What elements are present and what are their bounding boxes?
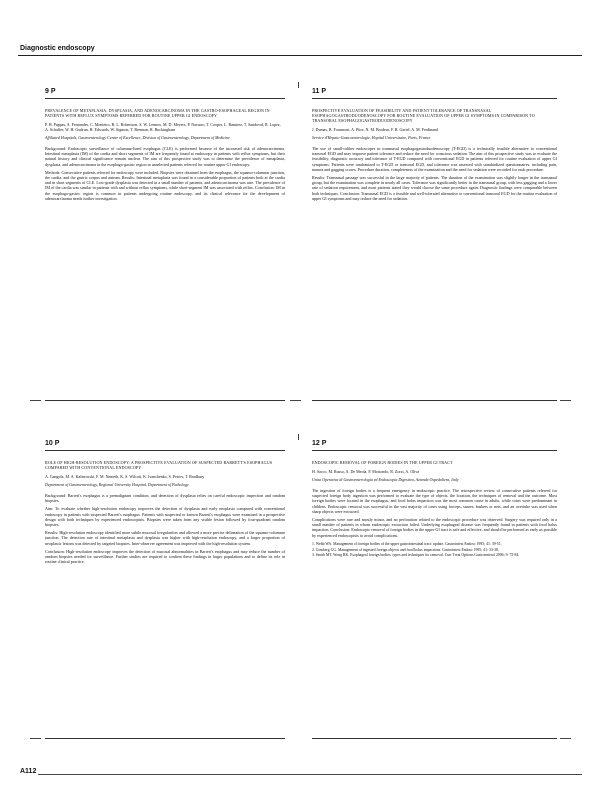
reference-item: 3. Smith MT, Wong RK. Esophageal foreign bodies: types and techniques for removal. Curr Treat Options Gastroenterol 2006; 9: 75-84. — [312, 553, 520, 558]
separator-rule — [312, 400, 557, 401]
abstract-10p — [45, 440, 285, 718]
crop-mark — [560, 738, 571, 739]
abstract-paragraph: Conclusion: High-resolution endoscopy improves the detection of mucosal abnormalities in Barrett's esophagus and may reduce the number of random biopsies needed for surveillance. Further studies are required to confirm these findings in larger populations and to define its role in routine clinical practice. — [45, 548, 285, 565]
abstract-11p — [312, 88, 557, 373]
crop-mark — [30, 400, 41, 401]
crop-mark — [30, 738, 41, 739]
abstract-title: PROSPECTIVE EVALUATION OF FEASIBILITY AND PATIENT TOLERANCE OF TRANSNASAL ESOPHAGOGASTRODUODENOSCOPY FOR ROUTINE EVALUATION OF UPPER GI SYMPTOMS IN COMPARISON TO TRANSORAL ESOPHAGOGASTRODUODENOSCOPY — [312, 108, 535, 123]
abstract-9p — [45, 88, 285, 373]
separator-rule — [45, 738, 285, 739]
reference-item: 1. Webb WA. Management of foreign bodies of the upper gastrointestinal tract: update. Gastrointest Endosc 1995; 41: 39-51. — [312, 541, 502, 546]
crop-mark — [298, 434, 299, 440]
section-header: Diagnostic endoscopy — [20, 45, 95, 52]
abstract-paragraph: The use of small-caliber endoscopes in transnasal esophagogastroduodenoscopy (T-EGD) is a technically feasible alternative to conventional transoral EGD and may improve patient tolerance and reduce the need for conscious sedation. The aim of this prospective study was to evaluate the feasibility, diagnostic accuracy and tolerance of T-EGD compared with conventional EGD in patients referred for routine evaluation of upper GI symptoms. Patients were randomized to T-EGD or transoral EGD, and tolerance was assessed with standardized questionnaires, including pain, nausea and gagging scores. Procedure duration, completeness of the examination and the need for sedation were recorded for each procedure. — [312, 146, 557, 172]
abstract-affiliation: Affiliated Hospitals, Gastroenterology Center of Excellence, Division of Gastroenterology, Department of Medicine — [45, 135, 230, 140]
abstract-paragraph: The ingestion of foreign bodies is a frequent emergency in endoscopic practice. The retrospective review of consecutive patients referred for suspected foreign body ingestion was performed to evaluate the type of objects, the location, the techniques of removal and the outcome. Most foreign bodies were located in the esophagus, and food bolus impaction was the most common cause in adults, while coins were predominant in children. Endoscopic removal was successful in the vast majority of cases using forceps, snares, baskets or nets, and an overtube was used when sharp objects were extracted. — [312, 488, 557, 514]
abstract-paragraph: Background: Endoscopic surveillance of columnar-lined esophagus (CLE) is performed because of the increased risk of adenocarcinoma. Intestinal metaplasia (IM) of the cardia and short segments of IM are frequently found at endoscopy in patients with reflux symptoms, but their natural history and clinical significance remain unclear. The aim of this prospective study was to determine the prevalence of metaplasia, dysplasia, and adenocarcinoma in the esophago-gastric region in unselected patients referred for routine upper GI endoscopy. — [45, 146, 285, 167]
abstract-body — [312, 488, 557, 538]
abstract-paragraph: Results: Transnasal passage was successful in the large majority of patients. The duration of the examination was slightly longer in the transnasal group, but the examination was complete in nearly all cases. Tolerance was significantly better in the transnasal group, with less gagging and a lower rate of sedation requirement, and most patients stated they would choose the same procedure again. Diagnostic findings were comparable between both techniques. Conclusion: Transnasal EGD is a feasible and well-tolerated alternative to conventional transoral EGD for the routine evaluation of upper GI symptoms and may reduce the need for sedation. — [312, 175, 557, 201]
abstract-number: 10 P — [45, 440, 285, 451]
abstract-number: 12 P — [312, 440, 557, 451]
abstract-paragraph: Aim: To evaluate whether high-resolution endoscopy improves the detection of dysplasia and early neoplasia compared with conventional endoscopy in patients with suspected Barrett's esophagus. Patients with suspected or known Barrett's esophagus were examined in a prospective design with both techniques by experienced endoscopists. Biopsies were taken from any visible lesion followed by four-quadrant random biopsies. — [45, 506, 285, 528]
crop-mark — [290, 400, 301, 401]
abstract-affiliation: Department of Gastroenterology, Regional University Hospital, Department of Pathology — [45, 482, 189, 487]
separator-rule — [45, 400, 285, 401]
abstract-body — [45, 493, 285, 564]
crop-mark — [298, 82, 299, 88]
abstract-authors: P. H. Pappas, A. Fernandes, C. Monteiro, R. L. Robertson, S. W. Lennox, M. D. Meyers, P. Navarro, T. Cooper, L. Ramirez, T. Sandoval, R. Lopez, A. Schaffer, W. H. Gudrun, H. Edwards, W. Sigmon, T. Brennan, R. Buckingham — [45, 122, 281, 132]
abstract-title: PREVALENCE OF METAPLASIA, DYSPLASIA, AND ADENOCARCINOMA IN THE GASTRO-ESOPHAGEAL REGION IN PATIENTS WITH REFLUX SYMPTOMS REFERRED FOR ROUTINE UPPER GI ENDOSCOPY — [45, 108, 270, 118]
abstract-paragraph: Complications were rare and mostly minor, and no perforation related to the endoscopic procedure was observed. Surgery was required only in a small number of patients in whom endoscopic extraction failed. Underlying esophageal disease was frequently found in patients with food bolus impaction. Conclusion: Endoscopic removal of foreign bodies in the upper GI tract is safe and effective, and should be performed as early as possible by experienced endoscopists to avoid complications. — [312, 517, 557, 538]
abstract-affiliation: Unita Operativa di Gastroenterologia ed Endoscopia Digestiva, Azienda Ospedaliera, Italy — [312, 477, 459, 482]
abstract-title: ENDOSCOPIC REMOVAL OF FOREIGN BODIES IN THE UPPER GI TRACT — [312, 460, 453, 465]
abstract-paragraph: Methods: Consecutive patients referred for endoscopy were included. Biopsies were obtained from the esophagus, the squamo-columnar junction, the cardia, and the gastric corpus and antrum. Results: Intestinal metaplasia was found in a considerable proportion of patients both at the cardia and in short segments of CLE. Low-grade dysplasia was detected in a small number of patients, and adenocarcinoma was rare. The prevalence of IM of the cardia was similar in patients with and without reflux symptoms, while short-segment IM was associated with reflux. Conclusion: IM in the esophago-gastric region is common in patients undergoing routine endoscopy, and its clinical relevance for the development of adenocarcinoma needs further investigation. — [45, 169, 285, 201]
abstract-authors: J. Dumas, B. Fourmont, A. Pitre, N. M. Brodeur, F. R. Gariel, A. M. Ferdinand — [312, 127, 438, 132]
crop-mark — [560, 400, 571, 401]
reference-list — [312, 542, 557, 558]
footer-rule — [38, 774, 582, 775]
abstract-body — [312, 146, 557, 201]
abstract-body — [45, 146, 285, 201]
abstract-12p — [312, 440, 557, 718]
reference-item: 2. Ginsberg GG. Management of ingested foreign objects and food bolus impactions. Gastrointest Endosc 1995; 41: 33-38. — [312, 547, 499, 552]
abstract-authors: H. Sacco, M. Russo, A. De Meola, F. Moriondo, R. Zorzi, A. Oliva — [312, 469, 420, 474]
page-number: A112 — [20, 768, 37, 775]
abstract-authors: A. Gangola, M. A. Kalinowski, F. M. Nemeth, K. S. Wilcott, K. Ivanchenko, S. Petrov, T. Bradbury — [45, 474, 205, 479]
abstract-number: 9 P — [45, 88, 285, 99]
abstract-affiliation: Service d'Hepato-Gastroenterologie, Hopital Universitaire, Paris, France — [312, 135, 431, 140]
separator-rule — [312, 738, 557, 739]
header-rule — [18, 55, 582, 56]
abstract-title: ROLE OF HIGH-RESOLUTION ENDOSCOPY: A PROSPECTIVE EVALUATION OF SUSPECTED BARRETT'S ESOPHAGUS COMPARED WITH CONVENTIONAL ENDOSCOPY — [45, 460, 273, 470]
abstract-paragraph: Background: Barrett's esophagus is a premalignant condition, and detection of dysplasia relies on careful endoscopic inspection and random biopsies. — [45, 493, 285, 504]
abstract-number: 11 P — [312, 88, 557, 99]
abstract-paragraph: Results: High-resolution endoscopy identified more subtle mucosal irregularities and allowed a more precise delineation of the squamo-columnar junction. The detection rate of intestinal metaplasia and dysplasia was higher with high-resolution endoscopy, and a larger proportion of neoplastic lesions was detected by targeted biopsies. Inter-observer agreement was improved with the high-resolution system. — [45, 530, 285, 546]
